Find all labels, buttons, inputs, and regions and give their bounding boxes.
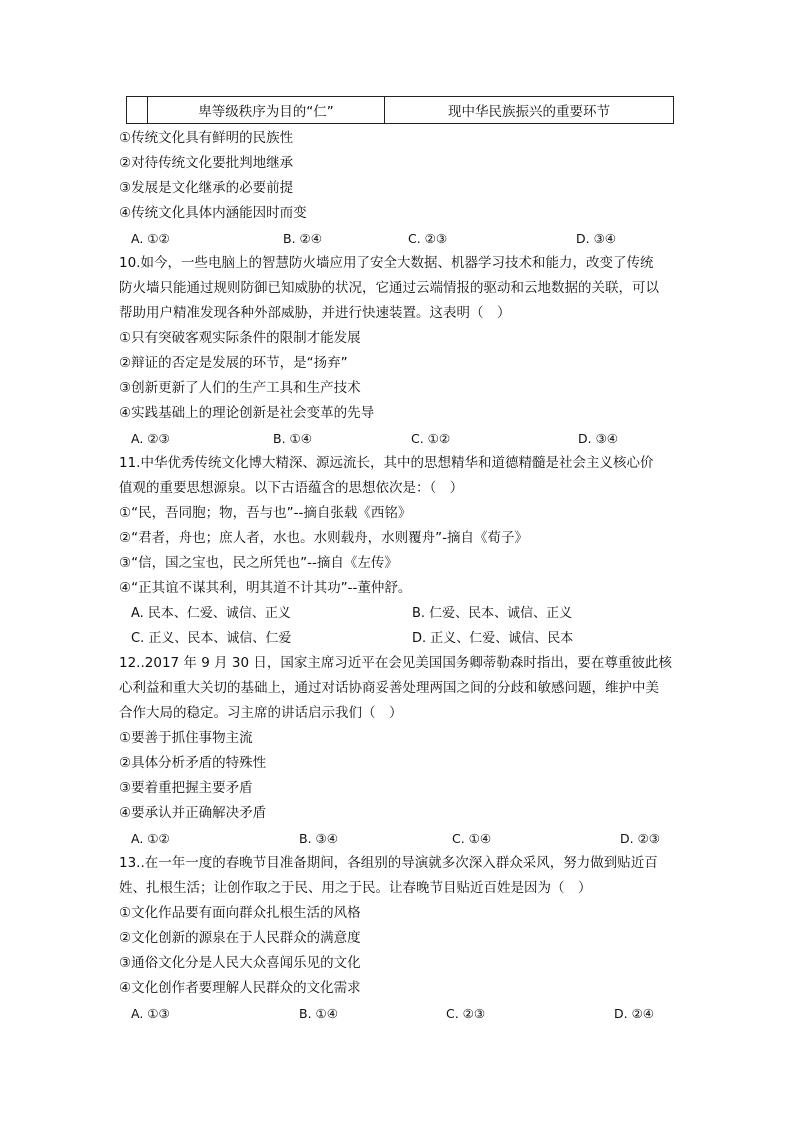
question-13: [119, 851, 679, 1026]
choice-item: ②文化创新的源泉在于人民群众的满意度: [119, 930, 361, 946]
option-a: A. ①③: [131, 1006, 170, 1021]
choice-item: ③要着重把握主要矛盾: [119, 780, 253, 796]
option-b: B. ①④: [299, 1006, 338, 1021]
option-a: A. ①②: [131, 231, 170, 246]
choice-item: ④文化创作者要理解人民群众的文化需求: [119, 980, 361, 996]
option-b: B. ②④: [283, 231, 322, 246]
option-d: D. ③④: [576, 231, 616, 246]
table-cell-right: 现中华民族振兴的重要环节: [448, 104, 610, 120]
answer-options: [119, 826, 679, 851]
choice-item: ④实践基础上的理论创新是社会变革的先导: [119, 405, 375, 421]
option-c: C. 正义、民本、诚信、仁爱: [131, 631, 292, 646]
option-a: A. ②③: [131, 431, 170, 446]
choice-item: ②“君者，舟也；庶人者，水也。水则载舟，水则覆舟”-摘自《荀子》: [119, 530, 528, 546]
choice-item: ④传统文化具体内涵能因时而变: [119, 205, 307, 221]
answer-options-row-1: [119, 601, 679, 626]
table-cell-empty: [127, 97, 148, 123]
choice-item: ③“信，国之宝也，民之所凭也”--摘自《左传》: [119, 555, 398, 571]
choice-item: ③发展是文化继承的必要前提: [119, 180, 294, 196]
answer-options: [119, 1001, 679, 1026]
option-b: B. 仁爱、民本、诚信、正义: [412, 606, 573, 621]
choice-item: ①“民，吾同胞；物，吾与也”--摘自张载《西铭》: [119, 505, 412, 521]
table-cell-left: 卑等级秩序为目的“仁”: [148, 97, 385, 123]
answer-options: [119, 226, 679, 251]
option-d: D. ②④: [614, 1006, 654, 1021]
option-c: C. ①④: [452, 831, 492, 846]
option-d: D. ②③: [620, 831, 660, 846]
option-d: D. 正义、仁爱、诚信、民本: [412, 631, 574, 646]
question-10: [119, 251, 679, 451]
choice-item: ①要善于抓住事物主流: [119, 730, 253, 746]
question-stem: 10.如今，一些电脑上的智慧防火墙应用了安全大数据、机器学习技术和能力，改变了传统 防火墙只能通过规则防御已知威胁的状况，它通过云端情报的驱动和云地数据的关联，可以 帮助用户精准发现各种外部威胁，并进行快速装置。这表明（ ）: [119, 255, 659, 321]
choice-item: ②辩证的否定是发展的环节，是“扬弃”: [119, 355, 348, 371]
question-stem: 13..在一年一度的春晚节目准备期间，各组别的导演就多次深入群众采风，努力做到贴近百 姓、扎根生活；让创作取之于民、用之于民。让春晚节目贴近百姓是因为（ ）: [119, 855, 658, 896]
question-stem: 11.中华优秀传统文化博大精深、源远流长，其中的思想精华和道德精髓是社会主义核心价 值观的重要思想源泉。以下古语蕴含的思想依次是：（ ）: [119, 455, 654, 496]
answer-options-row-2: [119, 626, 679, 651]
choice-item: ①文化作品要有面向群众扎根生活的风格: [119, 905, 361, 921]
option-a: A. ①②: [131, 831, 170, 846]
question-11: [119, 451, 679, 651]
option-d: D. ③④: [578, 431, 618, 446]
option-b: B. ①④: [273, 431, 312, 446]
option-c: C. ①②: [411, 431, 451, 446]
choice-item: ④“正其谊不谋其利，明其道不计其功”--董仲舒。: [119, 580, 412, 596]
question-list: [119, 126, 679, 1026]
question-12: [119, 651, 679, 851]
choice-item: ②对待传统文化要批判地继承: [119, 155, 294, 171]
option-c: C. ②③: [408, 231, 448, 246]
answer-options: [119, 426, 679, 451]
choice-item: ③创新更新了人们的生产工具和生产技术: [119, 380, 361, 396]
table-fragment: [126, 96, 674, 124]
choice-item: ①只有突破客观实际条件的限制才能发展: [119, 330, 361, 346]
option-c: C. ②③: [446, 1006, 486, 1021]
question-stem: 12..2017 年 9 月 30 日，国家主席习近平在会见美国国务卿蒂勒森时指出，要在尊重彼此核 心利益和重大关切的基础上，通过对话协商妥善处理两国之间的分歧和敏感问题，维护中美 合作大局的稳定。习主席的讲话启示我们（ ）: [119, 655, 672, 721]
choice-item: ①传统文化具有鲜明的民族性: [119, 130, 294, 146]
question-9: [119, 126, 679, 251]
choice-item: ③通俗文化分是人民大众喜闻乐见的文化: [119, 955, 361, 971]
option-b: B. ③④: [299, 831, 338, 846]
choice-item: ②具体分析矛盾的特殊性: [119, 755, 267, 771]
option-a: A. 民本、仁爱、诚信、正义: [131, 606, 291, 621]
choice-item: ④要承认并正确解决矛盾: [119, 805, 267, 821]
